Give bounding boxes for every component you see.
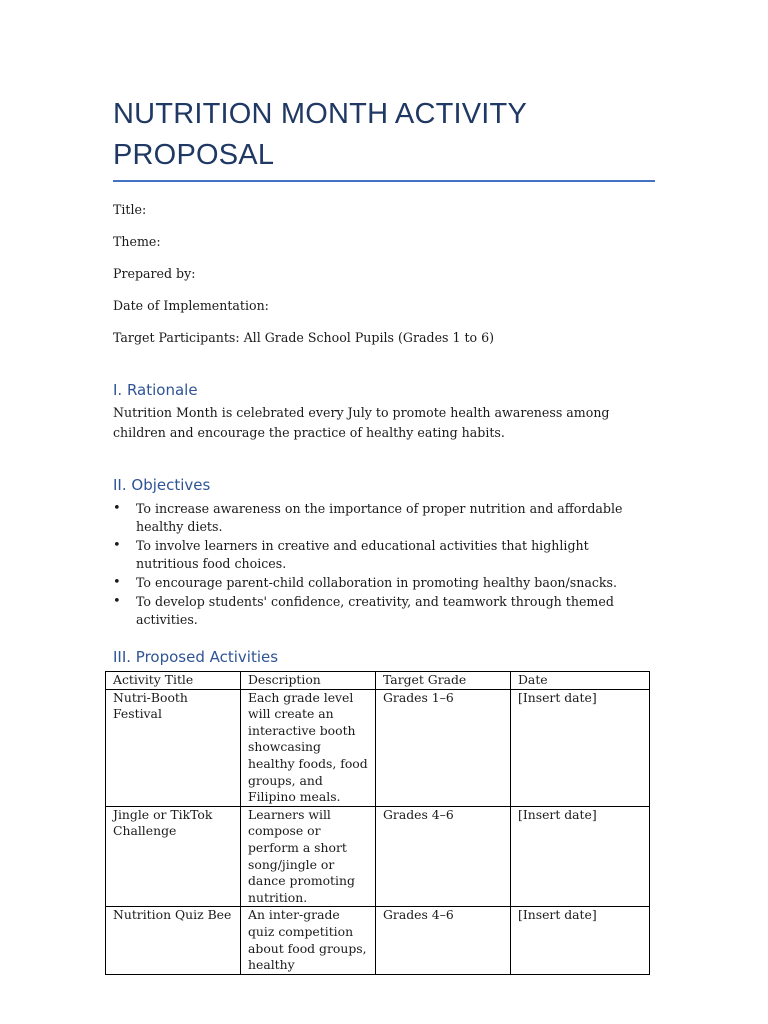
bullet-icon: • [113,575,121,590]
cell-date: [Insert date] [511,689,650,806]
objective-text: To increase awareness on the importance of proper nutrition and affordable healthy diets. [136,501,623,534]
cell-date: [Insert date] [511,907,650,974]
cell-target-grade: Grades 4–6 [376,806,511,907]
table-header-row [106,672,650,690]
table-row [106,907,650,974]
activities-table [105,671,650,975]
cell-target-grade: Grades 1–6 [376,689,511,806]
column-header-date: Date [511,672,650,690]
column-header-target-grade: Target Grade [376,672,511,690]
field-prepared-by: Prepared by: [113,266,196,281]
bullet-icon: • [113,538,121,553]
column-header-description: Description [241,672,376,690]
cell-activity-title: Nutri-Booth Festival [106,689,241,806]
objective-item [113,574,653,592]
objectives-heading: II. Objectives [113,476,211,494]
activities-heading: III. Proposed Activities [113,648,279,666]
bullet-icon: • [113,501,121,516]
page-title: NUTRITION MONTH ACTIVITY PROPOSAL [113,98,527,171]
objective-text: To encourage parent-child collaboration in promoting healthy baon/snacks. [136,575,617,590]
rationale-text: Nutrition Month is celebrated every July to promote health awareness among children and encourage the practice of healthy eating habits. [113,405,610,440]
table-row [106,689,650,806]
table-row [106,806,650,907]
objectives-list [113,500,653,630]
column-header-activity-title: Activity Title [106,672,241,690]
cell-date: [Insert date] [511,806,650,907]
cell-activity-title: Jingle or TikTok Challenge [106,806,241,907]
objective-text: To involve learners in creative and educational activities that highlight nutritious food choices. [136,538,589,571]
bullet-icon: • [113,594,121,609]
cell-description: An inter-grade quiz competition about food groups, healthy [241,907,376,974]
objective-item [113,537,653,573]
cell-description: Each grade level will create an interactive booth showcasing healthy foods, food groups, and Filipino meals. [241,689,376,806]
cell-target-grade: Grades 4–6 [376,907,511,974]
cell-activity-title: Nutrition Quiz Bee [106,907,241,974]
field-date-of-implementation: Date of Implementation: [113,298,269,313]
objective-item [113,500,653,536]
field-target-participants: Target Participants: All Grade School Pupils (Grades 1 to 6) [113,330,495,345]
field-theme: Theme: [113,234,161,249]
rationale-heading: I. Rationale [113,381,198,399]
title-divider [113,180,655,182]
cell-description: Learners will compose or perform a short song/jingle or dance promoting nutrition. [241,806,376,907]
field-title: Title: [113,202,147,217]
objective-item [113,593,653,629]
objective-text: To develop students' confidence, creativity, and teamwork through themed activities. [136,594,614,627]
